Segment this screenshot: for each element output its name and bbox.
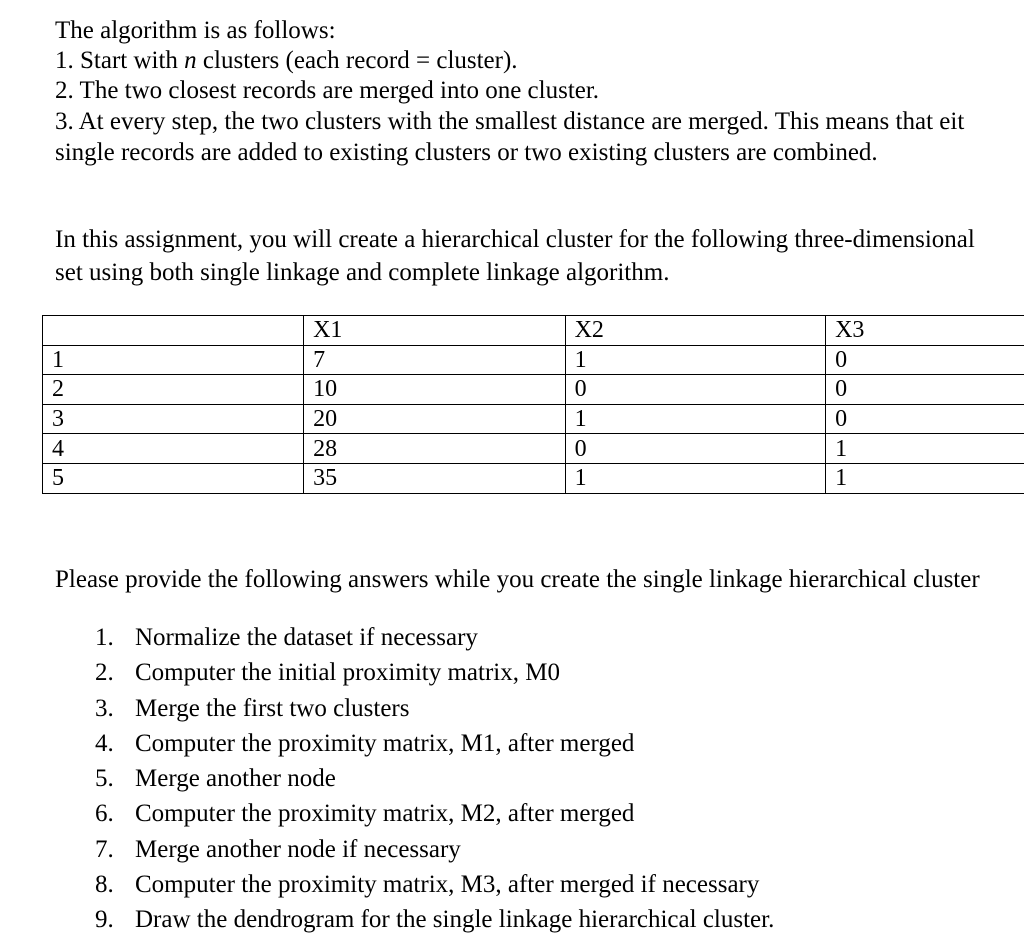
table-cell: 4 [43,434,304,464]
question-number: 8. [95,871,114,899]
table-row [43,345,1024,375]
table-row [43,463,1024,493]
table-header-cell: X3 [826,316,1024,346]
question-text: Draw the dendrogram for the single linkage hierarchical cluster. [135,906,775,934]
question-number: 1. [95,624,114,651]
table-cell: 1 [565,404,826,434]
assignment-line-2: set using both single linkage and complete linkage algorithm. [55,259,670,286]
table-cell: 0 [565,434,826,464]
table-cell: 10 [304,375,566,405]
question-number: 9. [95,906,114,934]
table-cell: 1 [826,463,1024,493]
question-text: Normalize the dataset if necessary [135,624,478,651]
question-text: Merge another node if necessary [135,835,461,863]
assignment-line-1: In this assignment, you will create a hierarchical cluster for the following three-dimensional [55,226,975,253]
answers-intro: Please provide the following answers while you create the single linkage hierarchical cluster [55,566,980,593]
question-text: Computer the proximity matrix, M2, after merged [135,800,635,828]
question-number: 3. [95,694,114,722]
table-cell: 35 [304,463,566,493]
table-row [43,375,1024,405]
table-cell: 7 [304,345,566,375]
table-row [43,434,1024,464]
table-cell: 1 [565,463,826,493]
step-1-suffix: clusters (each record = cluster). [196,47,518,74]
question-number: 6. [95,800,114,828]
table-header-cell: X2 [565,316,826,346]
question-text: Merge the first two clusters [135,694,410,722]
question-number: 5. [95,765,114,793]
table-header-row [43,316,1024,346]
table-header-cell [43,316,304,346]
question-text: Computer the proximity matrix, M3, after merged if necessary [135,871,760,899]
table-cell: 28 [304,434,566,464]
table-cell: 3 [43,404,304,434]
table-cell: 2 [43,375,304,405]
algorithm-step-2: 2. The two closest records are merged into one cluster. [55,77,600,104]
question-text: Computer the initial proximity matrix, M0 [135,659,560,687]
table-cell: 0 [826,375,1024,405]
table-row [43,404,1024,434]
table-cell: 1 [43,345,304,375]
table-cell: 20 [304,404,566,434]
question-text: Computer the proximity matrix, M1, after merged [135,729,635,757]
table-cell: 1 [565,345,826,375]
question-number: 7. [95,835,114,863]
question-number: 4. [95,729,114,757]
table-cell: 5 [43,463,304,493]
step-1-variable: n [184,47,197,74]
algorithm-step-3-line-1: 3. At every step, the two clusters with the smallest distance are merged. This means that eit [55,108,965,135]
algorithm-heading: The algorithm is as follows: [55,17,336,44]
dataset-table [42,315,1024,494]
table-cell: 0 [826,404,1024,434]
question-number: 2. [95,659,114,687]
table-cell: 0 [565,375,826,405]
step-1-prefix: 1. Start with [55,47,185,74]
table-cell: 0 [826,345,1024,375]
algorithm-step-3-line-2: single records are added to existing clusters or two existing clusters are combined. [55,139,878,166]
question-text: Merge another node [135,765,336,793]
table-cell: 1 [826,434,1024,464]
table-header-cell: X1 [304,316,566,346]
algorithm-step-1 [55,45,518,77]
